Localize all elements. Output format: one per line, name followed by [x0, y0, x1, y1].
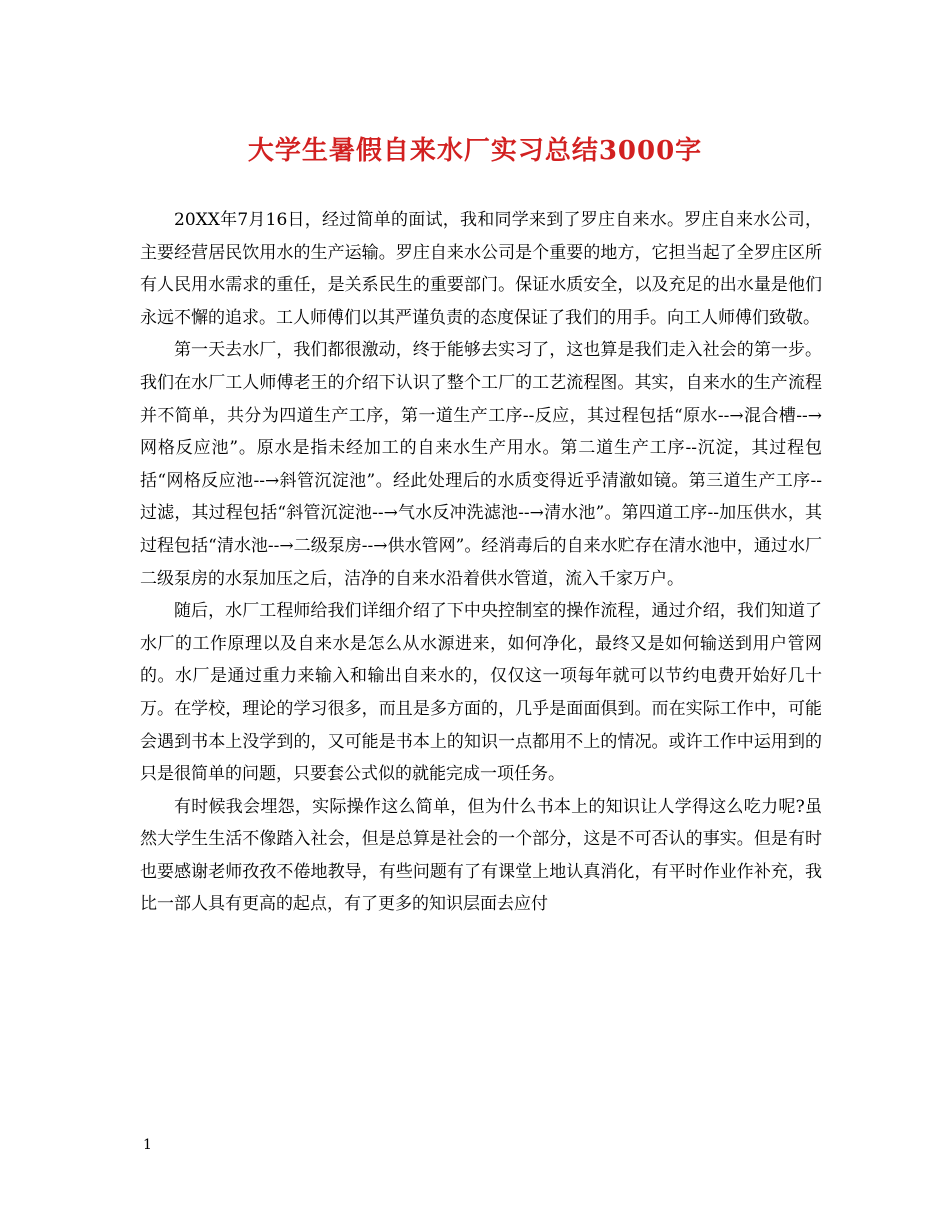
paragraph-1: 20XX年7月16日，经过简单的面试，我和同学来到了罗庄自来水。罗庄自来水公司，主要经营居民饮用水的生产运输。罗庄自来水公司是个重要的地方，它担当起了全罗庄区所有人民用水需求的重任，是关系民生的重要部门。保证水质安全，以及充足的出水量是他们永远不懈的追求。工人师傅们以其严谨负责的态度保证了我们的用手。向工人师傅们致敬。 [140, 210, 822, 328]
paragraph-2: 第一天去水厂，我们都很激动，终于能够去实习了，这也算是我们走入社会的第一步。我们在水厂工人师傅老王的介绍下认识了整个工厂的工艺流程图。其实，自来水的生产流程并不简单，共分为四道生产工序，第一道生产工序--反应，其过程包括“原水--→混合槽--→网格反应池”。原水是指未经加工的自来水生产用水。第二道生产工序--沉淀，其过程包括“网格反应池--→斜管沉淀池”。经此处理后的水质变得近乎清澈如镜。第三道生产工序--过滤，其过程包括“斜管沉淀池--→气水反冲洗滤池--→清水池”。第四道工序--加压供水，其过程包括“清水池--→二级泵房--→供水管网”。经消毒后的自来水贮存在清水池中，通过水厂二级泵房的水泵加压之后，洁净的自来水沿着供水管道，流入千家万户。 [140, 340, 822, 589]
paragraph-4: 有时候我会埋怨，实际操作这么简单，但为什么书本上的知识让人学得这么吃力呢?虽然大学生生活不像踏入社会，但是总算是社会的一个部分，这是不可否认的事实。但是有时也要感谢老师孜孜不倦地教导，有些问题有了有课堂上地认真消化，有平时作业作补充，我比一部人具有更高的起点，有了更多的知识层面去应付 [140, 796, 822, 915]
paragraph-3: 随后，水厂工程师给我们详细介绍了下中央控制室的操作流程，通过介绍，我们知道了水厂的工作原理以及自来水是怎么从水源进来，如何净化，最终又是如何输送到用户管网的。水厂是通过重力来输入和输出自来水的，仅仅这一项每年就可以节约电费开始好几十万。在学校，理论的学习很多，而且是多方面的，几乎是面面俱到。而在实际工作中，可能会遇到书本上没学到的，又可能是书本上的知识一点都用不上的情况。或许工作中运用到的只是很简单的问题，只要套公式似的就能完成一项任务。 [140, 601, 822, 785]
page-number: 1 [143, 1137, 152, 1153]
document-title: 大学生暑假自来水厂实习总结3000字 [247, 136, 703, 166]
document-body [140, 204, 822, 921]
